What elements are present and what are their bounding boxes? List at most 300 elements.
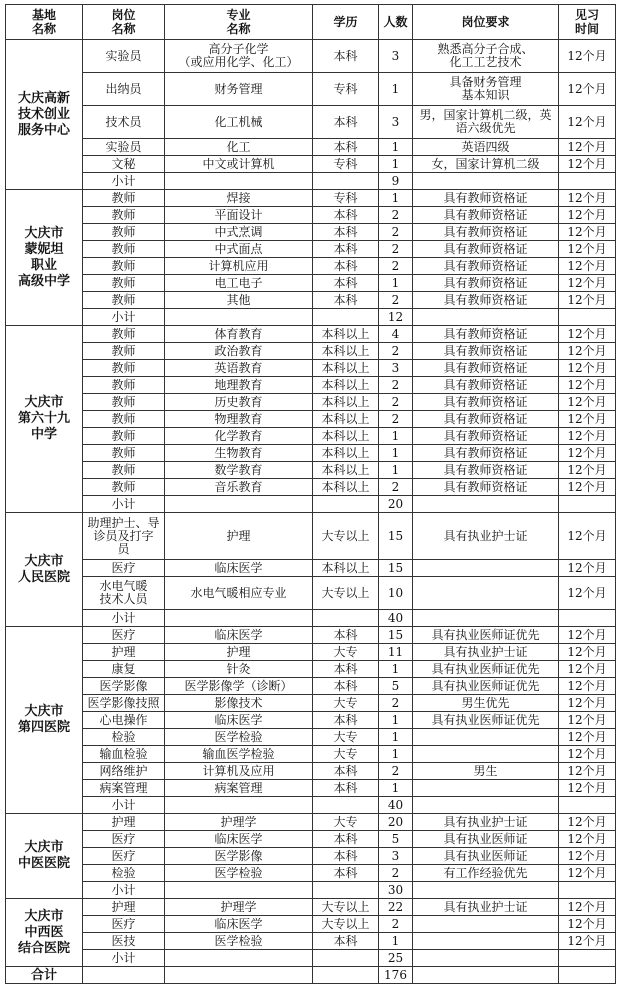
count-cell: 2 [379,224,413,241]
count-cell: 5 [379,678,413,695]
requirement-cell: 具有执业医师证优先 [413,627,559,644]
position-cell: 教师 [83,360,165,377]
education-cell: 本科以上 [313,394,379,411]
major-cell: 医学检验 [165,865,313,882]
subtotal-row [6,173,616,190]
education-cell: 大专 [313,695,379,712]
requirement-cell: 男生优先 [413,695,559,712]
position-cell: 实验员 [83,40,165,73]
table-row [6,292,616,309]
position-cell: 护理 [83,899,165,916]
duration-cell: 12个月 [559,241,616,258]
education-cell: 本科 [313,712,379,729]
count-cell: 2 [379,258,413,275]
major-cell: 数学教育 [165,462,313,479]
major-cell: 焊接 [165,190,313,207]
education-cell: 大专以上 [313,513,379,560]
position-cell: 教师 [83,224,165,241]
count-cell: 11 [379,644,413,661]
position-cell: 教师 [83,207,165,224]
position-cell: 医学影像技照 [83,695,165,712]
major-cell: 医学检验 [165,729,313,746]
education-cell: 本科 [313,106,379,139]
count-cell: 1 [379,156,413,173]
empty-cell [313,797,379,814]
requirement-cell: 具备财务管理 基本知识 [413,73,559,106]
education-cell: 本科以上 [313,411,379,428]
duration-cell: 12个月 [559,428,616,445]
major-cell: 平面设计 [165,207,313,224]
duration-cell: 12个月 [559,139,616,156]
major-cell: 历史教育 [165,394,313,411]
count-cell: 2 [379,865,413,882]
subtotal-label: 小计 [83,309,165,326]
position-cell: 教师 [83,394,165,411]
table-row [6,241,616,258]
table-row [6,644,616,661]
position-cell: 病案管理 [83,780,165,797]
subtotal-row [6,882,616,899]
duration-cell: 12个月 [559,678,616,695]
empty-cell [165,967,313,984]
education-cell: 本科以上 [313,326,379,343]
header-headcount: 人数 [379,5,413,40]
requirement-cell: 男生 [413,763,559,780]
requirement-cell: 熟悉高分子合成、 化工工艺技术 [413,40,559,73]
education-cell: 本科 [313,865,379,882]
duration-cell: 12个月 [559,343,616,360]
empty-cell [313,610,379,627]
education-cell: 大专以上 [313,577,379,610]
duration-cell: 12个月 [559,275,616,292]
education-cell: 本科 [313,207,379,224]
base-name-cell: 大庆市 第四医院 [6,627,83,814]
requirement-cell: 具有教师资格证 [413,445,559,462]
empty-cell [413,967,559,984]
duration-cell: 12个月 [559,746,616,763]
count-cell: 1 [379,661,413,678]
base-name-cell: 大庆市 人民医院 [6,513,83,627]
header-position-name: 岗位 名称 [83,5,165,40]
empty-cell [559,309,616,326]
count-cell: 2 [379,394,413,411]
requirement-cell: 具有教师资格证 [413,343,559,360]
education-cell: 大专以上 [313,899,379,916]
duration-cell: 12个月 [559,644,616,661]
education-cell: 本科以上 [313,360,379,377]
base-name-cell: 大庆市 蒙妮坦 职业 高级中学 [6,190,83,326]
major-cell: 护理 [165,513,313,560]
duration-cell: 12个月 [559,207,616,224]
major-cell: 高分子化学 （或应用化学、化工） [165,40,313,73]
major-cell: 化工 [165,139,313,156]
table-row [6,899,616,916]
duration-cell: 12个月 [559,190,616,207]
position-cell: 网络维护 [83,763,165,780]
education-cell: 本科 [313,241,379,258]
count-cell: 2 [379,411,413,428]
table-row [6,411,616,428]
duration-cell: 12个月 [559,865,616,882]
position-cell: 教师 [83,275,165,292]
requirement-cell: 具有教师资格证 [413,258,559,275]
major-cell: 针灸 [165,661,313,678]
education-cell: 本科以上 [313,560,379,577]
education-cell: 本科 [313,661,379,678]
requirement-cell [413,933,559,950]
table-row [6,462,616,479]
subtotal-value: 25 [379,950,413,967]
empty-cell [313,496,379,513]
duration-cell: 12个月 [559,899,616,916]
table-row [6,848,616,865]
empty-cell [559,797,616,814]
duration-cell: 12个月 [559,479,616,496]
requirement-cell [413,729,559,746]
education-cell: 大专 [313,814,379,831]
table-row [6,780,616,797]
position-cell: 教师 [83,292,165,309]
duration-cell: 12个月 [559,513,616,560]
position-cell: 教师 [83,479,165,496]
requirement-cell: 具有教师资格证 [413,275,559,292]
count-cell: 2 [379,479,413,496]
count-cell: 1 [379,139,413,156]
duration-cell: 12个月 [559,40,616,73]
major-cell: 临床医学 [165,712,313,729]
count-cell: 4 [379,326,413,343]
empty-cell [559,173,616,190]
count-cell: 1 [379,445,413,462]
subtotal-value: 12 [379,309,413,326]
empty-cell [559,967,616,984]
position-cell: 医疗 [83,848,165,865]
requirement-cell: 具有执业护士证 [413,814,559,831]
count-cell: 15 [379,627,413,644]
major-cell: 生物教育 [165,445,313,462]
duration-cell: 12个月 [559,814,616,831]
position-cell: 护理 [83,814,165,831]
education-cell: 本科 [313,275,379,292]
requirement-cell: 具有执业医师证优先 [413,678,559,695]
count-cell: 2 [379,207,413,224]
position-cell: 教师 [83,411,165,428]
table-row [6,746,616,763]
duration-cell: 12个月 [559,627,616,644]
requirement-cell: 具有教师资格证 [413,241,559,258]
count-cell: 22 [379,899,413,916]
education-cell: 大专 [313,644,379,661]
major-cell: 中式面点 [165,241,313,258]
position-cell: 输血检验 [83,746,165,763]
empty-cell [165,882,313,899]
position-cell: 出纳员 [83,73,165,106]
header-row [6,5,616,40]
position-cell: 教师 [83,258,165,275]
empty-cell [313,173,379,190]
empty-cell [413,173,559,190]
empty-cell [313,967,379,984]
major-cell: 中文或计算机 [165,156,313,173]
duration-cell: 12个月 [559,831,616,848]
count-cell: 1 [379,73,413,106]
duration-cell: 12个月 [559,156,616,173]
position-cell: 医学影像 [83,678,165,695]
table-row [6,513,616,560]
duration-cell: 12个月 [559,763,616,780]
duration-cell: 12个月 [559,326,616,343]
subtotal-value: 30 [379,882,413,899]
table-row [6,865,616,882]
major-cell: 临床医学 [165,560,313,577]
requirement-cell: 具有执业医师证 [413,831,559,848]
education-cell: 本科 [313,763,379,780]
total-row [6,967,616,984]
duration-cell: 12个月 [559,292,616,309]
major-cell: 临床医学 [165,627,313,644]
education-cell: 大专 [313,729,379,746]
empty-cell [559,882,616,899]
table-row [6,275,616,292]
empty-cell [165,496,313,513]
count-cell: 10 [379,577,413,610]
count-cell: 2 [379,292,413,309]
major-cell: 水电气暖相应专业 [165,577,313,610]
table-row [6,73,616,106]
education-cell: 大专以上 [313,916,379,933]
empty-cell [165,173,313,190]
education-cell: 专科 [313,190,379,207]
major-cell: 临床医学 [165,831,313,848]
table-row [6,916,616,933]
position-cell: 水电气暖 技术人员 [83,577,165,610]
duration-cell: 12个月 [559,377,616,394]
education-cell: 本科 [313,780,379,797]
count-cell: 2 [379,241,413,258]
major-cell: 财务管理 [165,73,313,106]
empty-cell [165,610,313,627]
requirement-cell: 具有教师资格证 [413,190,559,207]
position-cell: 检验 [83,865,165,882]
empty-cell [413,797,559,814]
education-cell: 本科 [313,848,379,865]
position-cell: 教师 [83,377,165,394]
duration-cell: 12个月 [559,106,616,139]
count-cell: 1 [379,712,413,729]
major-cell: 输血医学检验 [165,746,313,763]
position-cell: 康复 [83,661,165,678]
requirement-cell: 具有执业护士证 [413,513,559,560]
count-cell: 3 [379,40,413,73]
table-row [6,560,616,577]
table-row [6,479,616,496]
major-cell: 化学教育 [165,428,313,445]
major-cell: 影像技术 [165,695,313,712]
position-cell: 医疗 [83,627,165,644]
count-cell: 1 [379,729,413,746]
position-cell: 助理护士、导 诊员及打字 员 [83,513,165,560]
duration-cell: 12个月 [559,916,616,933]
requirement-cell: 具有教师资格证 [413,326,559,343]
table-row [6,258,616,275]
count-cell: 1 [379,933,413,950]
education-cell: 本科以上 [313,343,379,360]
count-cell: 2 [379,343,413,360]
count-cell: 3 [379,106,413,139]
requirement-cell: 具有教师资格证 [413,462,559,479]
table-row [6,360,616,377]
duration-cell: 12个月 [559,560,616,577]
table-row [6,831,616,848]
position-cell: 教师 [83,445,165,462]
table-row [6,207,616,224]
table-row [6,627,616,644]
subtotal-label: 小计 [83,496,165,513]
position-cell: 教师 [83,190,165,207]
position-cell: 技术员 [83,106,165,139]
requirement-cell: 具有教师资格证 [413,360,559,377]
count-cell: 1 [379,462,413,479]
education-cell: 本科 [313,40,379,73]
position-cell: 心电操作 [83,712,165,729]
duration-cell: 12个月 [559,729,616,746]
count-cell: 2 [379,763,413,780]
education-cell: 本科 [313,627,379,644]
count-cell: 15 [379,560,413,577]
table-row [6,577,616,610]
count-cell: 3 [379,360,413,377]
header-requirements: 岗位要求 [413,5,559,40]
requirement-cell: 具有教师资格证 [413,377,559,394]
education-cell: 本科 [313,139,379,156]
duration-cell: 12个月 [559,848,616,865]
education-cell: 专科 [313,73,379,106]
major-cell: 护理学 [165,814,313,831]
major-cell: 护理学 [165,899,313,916]
major-cell: 体育教育 [165,326,313,343]
base-name-cell: 大庆市 中医医院 [6,814,83,899]
subtotal-label: 小计 [83,797,165,814]
subtotal-row [6,610,616,627]
empty-cell [83,967,165,984]
empty-cell [313,950,379,967]
empty-cell [559,610,616,627]
empty-cell [165,797,313,814]
empty-cell [165,309,313,326]
education-cell: 本科 [313,224,379,241]
major-cell: 计算机及应用 [165,763,313,780]
count-cell: 1 [379,428,413,445]
major-cell: 地理教育 [165,377,313,394]
duration-cell: 12个月 [559,258,616,275]
empty-cell [413,950,559,967]
requirement-cell: 有工作经验优先 [413,865,559,882]
requirement-cell: 具有教师资格证 [413,224,559,241]
education-cell: 本科以上 [313,479,379,496]
education-cell: 本科 [313,933,379,950]
table-row [6,428,616,445]
duration-cell: 12个月 [559,780,616,797]
position-cell: 教师 [83,343,165,360]
position-cell: 医疗 [83,831,165,848]
empty-cell [413,610,559,627]
empty-cell [413,882,559,899]
position-cell: 检验 [83,729,165,746]
empty-cell [559,950,616,967]
requirement-cell: 具有教师资格证 [413,479,559,496]
table-row [6,139,616,156]
major-cell: 其他 [165,292,313,309]
table-row [6,661,616,678]
education-cell: 本科 [313,292,379,309]
table-row [6,190,616,207]
subtotal-label: 小计 [83,610,165,627]
position-cell: 教师 [83,462,165,479]
position-cell: 护理 [83,644,165,661]
header-duration: 见习 时间 [559,5,616,40]
count-cell: 2 [379,695,413,712]
duration-cell: 12个月 [559,462,616,479]
duration-cell: 12个月 [559,394,616,411]
subtotal-value: 9 [379,173,413,190]
count-cell: 5 [379,831,413,848]
duration-cell: 12个月 [559,661,616,678]
duration-cell: 12个月 [559,695,616,712]
count-cell: 2 [379,916,413,933]
education-cell: 本科 [313,678,379,695]
empty-cell [413,496,559,513]
count-cell: 15 [379,513,413,560]
duration-cell: 12个月 [559,73,616,106]
education-cell: 本科以上 [313,428,379,445]
table-row [6,224,616,241]
duration-cell: 12个月 [559,712,616,729]
requirement-cell [413,560,559,577]
education-cell: 本科以上 [313,377,379,394]
requirement-cell: 具有教师资格证 [413,394,559,411]
position-cell: 医疗 [83,560,165,577]
subtotal-label: 小计 [83,882,165,899]
table-row [6,695,616,712]
empty-cell [313,882,379,899]
count-cell: 2 [379,377,413,394]
position-cell: 教师 [83,241,165,258]
major-cell: 化工机械 [165,106,313,139]
table-row [6,933,616,950]
position-cell: 医疗 [83,916,165,933]
requirement-cell: 具有执业医师证优先 [413,712,559,729]
major-cell: 物理教育 [165,411,313,428]
empty-cell [413,309,559,326]
header-base-name: 基地 名称 [6,5,83,40]
table-row [6,678,616,695]
duration-cell: 12个月 [559,224,616,241]
education-cell: 本科以上 [313,445,379,462]
count-cell: 1 [379,746,413,763]
education-cell: 本科 [313,831,379,848]
subtotal-value: 20 [379,496,413,513]
major-cell: 病案管理 [165,780,313,797]
subtotal-value: 40 [379,610,413,627]
position-cell: 教师 [83,428,165,445]
position-cell: 文秘 [83,156,165,173]
education-cell: 本科 [313,258,379,275]
base-name-cell: 大庆高新 技术创业 服务中心 [6,40,83,190]
subtotal-row [6,950,616,967]
position-cell: 教师 [83,326,165,343]
requirement-cell: 具有执业医师证 [413,848,559,865]
header-education: 学历 [313,5,379,40]
